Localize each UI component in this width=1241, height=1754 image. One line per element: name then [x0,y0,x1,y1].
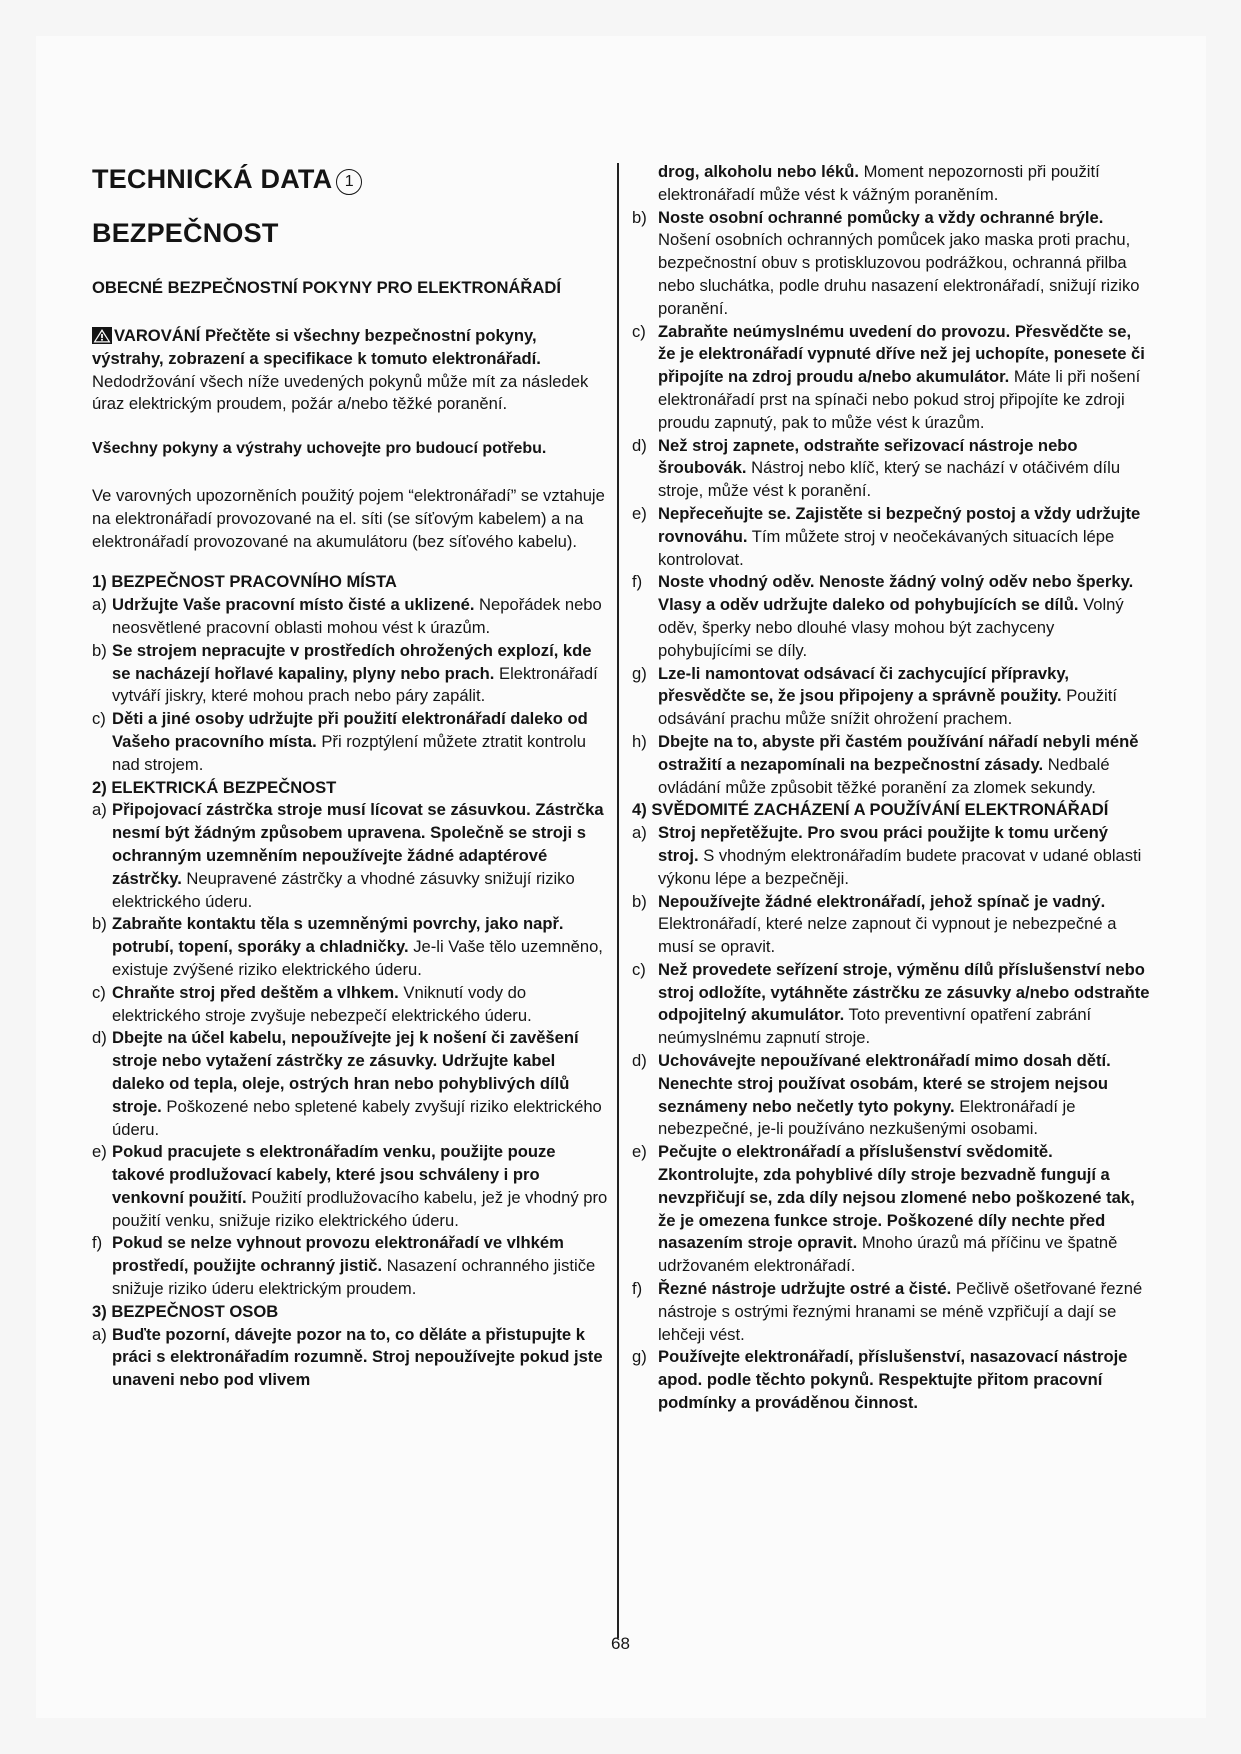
list-item: b) Nepoužívejte žádné elektronářadí, jehož spínač je vadný. Elektronářadí, které nelze zapnout či vypnout je nebezpečné a musí se opravit. [632,891,1117,957]
section-2-title: 2) ELEKTRICKÁ BEZPEČNOST [92,777,337,797]
list-item: d) Dbejte na účel kabelu, nepoužívejte jej k nošení či zavěšení stroje nebo vytažení zástrčky ze zásuvky. Udržujte kabel daleko od tepla, oleje, ostrých hran nebo pohyblivých dílů stroje. Poškozené nebo spletené kabely zvyšují riziko elektrického úderu. [92,1028,602,1139]
list-item: c) Děti a jiné osoby udržujte při použití elektronářadí daleko od Vašeho pracovního místa. Při rozptýlení můžete ztratit kontrolu nad strojem. [92,709,588,774]
list-item: b) Noste osobní ochranné pomůcky a vždy ochranné brýle. Nošení osobních ochranných pomůcek jako maska proti prachu, bezpečnostní obuv s protiskluzovou podrážkou, ochranná přilba nebo sluchátka, podle druhu nasazení elektronářadí, snižují riziko poranění. [632,207,1140,318]
list-item: e) Nepřeceňujte se. Zajistěte si bezpečný postoj a vždy udržujte rovnováhu. Tím můžete stroj v neočekávaných situacích lépe kontrolovat. [632,503,1141,569]
list-item: h) Dbejte na to, abyste při častém používání nářadí nebyli méně ostražití a nezapomínali na bezpečnostní zásady. Nedbalé ovládání může způsobit těžké poranění za zlomek sekundy. [632,731,1139,797]
list-item: b) Zabraňte kontaktu těla s uzemněnými povrchy, jako např. potrubí, topení, sporáky a chladničky. Je-li Vaše tělo uzemněno, existuje zvýšené riziko elektrického úderu. [92,914,603,979]
list-item: d) Než stroj zapnete, odstraňte seřizovací nástroje nebo šroubovák. Nástroj nebo klíč, který se nachází v otáčivém dílu stroje, může vést k poranění. [632,435,1121,501]
list-item: a) Připojovací zástrčka stroje musí lícovat se zásuvkou. Zástrčka nesmí být žádným způsobem upravena. Společně se stroji s ochranným uzemněním nepoužívejte žádné adaptérové zástrčky. Neupravené zástrčky a vhodné zásuvky snižují riziko elektrického úderu. [92,800,604,911]
technical-data-heading: TECHNICKÁ DATA 1 [92,163,612,195]
section-3-title: 3) BEZPEČNOST OSOB [92,1301,279,1321]
list-item: a) Buďte pozorní, dávejte pozor na to, co děláte a přistupujte k práci s elektronářadím rozumně. Stroj nepoužívejte pokud jste unaveni nebo pod vlivem [92,1324,603,1390]
intro-paragraph: Ve varovných upozorněních použitý pojem “elektronářadí” se vztahuje na elektronářadí provozované na el. síti (se síťovým kabelem) a na elektronářadí provozované na akumulátoru (bez síťového kabelu). [92,485,605,551]
list-item: c) Chraňte stroj před deštěm a vlhkem. Vniknutí vody do elektrického stroje zvyšuje nebezpečí elektrického úderu. [92,982,532,1025]
figure-ref-badge: 1 [336,169,362,195]
list-item: a) Udržujte Vaše pracovní místo čisté a uklizené. Nepořádek nebo neosvětlené pracovní oblasti mohou vést k úrazům. [92,595,602,637]
list-item: e) Pokud pracujete s elektronářadím venku, použijte pouze takové prodlužovací kabely, které jsou schváleny i pro venkovní použití. Použití prodlužovacího kabelu, jež je vhodný pro použití venku, snižuje riziko elektrického úderu. [92,1142,608,1230]
list-item: g) Používejte elektronářadí, příslušenství, nasazovací nástroje apod. podle těchto pokynů. Respektujte přitom pracovní podmínky a prováděnou činnost. [632,1347,1128,1413]
column-divider [617,163,619,1638]
keep-instructions-note: Všechny pokyny a výstrahy uchovejte pro budoucí potřebu. [92,440,547,458]
list-item-continuation: drog, alkoholu nebo léků. Moment nepozornosti při použití elektronářadí může vést k vážným poraněním. [658,162,1100,204]
list-item: g) Lze-li namontovat odsávací či zachycující přípravky, přesvědčte se, že jsou připojeny a správně použity. Použití odsávání prachu může snížit ohrožení prachem. [632,663,1117,729]
list-item: f) Noste vhodný oděv. Nenoste žádný volný oděv nebo šperky. Vlasy a oděv udržujte daleko od pohybujících se dílů. Volný oděv, šperky nebo dlouhé vlasy mohou být zachyceny pohybujícími se díly. [632,572,1134,660]
list-item: b) Se strojem nepracujte v prostředích ohrožených explozí, kde se nacházejí hořlavé kapaliny, plyny nebo prach. Elektronářadí vytváří jiskry, které mohou prach nebo páry zapálit. [92,640,598,706]
left-column [92,160,612,1392]
right-column [632,161,1152,1415]
list-item: a) Stroj nepřetěžujte. Pro svou práci použijte k tomu určený stroj. S vhodným elektronářadím budete pracovat v udané oblasti výkonu lépe a bezpečněji. [632,823,1142,888]
list-item: c) Zabraňte neúmyslnému uvedení do provozu. Přesvědčte se, že je elektronářadí vypnuté dříve než jej uchopíte, ponesete či připojíte na zdroj proudu a/nebo akumulátor. Máte li při nošení elektronářadí prst na spínači nebo pokud stroj připojíte ke zdroji proudu zapnutý, pak to může vést k úrazům. [632,321,1145,432]
page-number: 68 [611,1634,630,1653]
section-1-title: 1) BEZPEČNOST PRACOVNÍHO MÍSTA [92,572,397,592]
list-item: d) Uchovávejte nepoužívané elektronářadí mimo dosah dětí. Nenechte stroj používat osobám, které se strojem nejsou seznámeny nebo nečetly tyto pokyny. Elektronářadí je nebezpečné, je-li používáno nezkušenými osobami. [632,1051,1111,1139]
list-item: c) Než provedete seřízení stroje, výměnu dílů příslušenství nebo stroj odložíte, vytáhněte zástrčku ze zásuvky a/nebo odstraňte odpojitelný akumulátor. Toto preventivní opatření zabrání neúmyslnému zapnutí stroje. [632,959,1150,1048]
list-item: f) Řezné nástroje udržujte ostré a čisté. Pečlivě ošetřované řezné nástroje s ostrými řeznými hranami se méně vzpřičují a dají se lehčeji vést. [632,1279,1143,1344]
warning-paragraph: VAROVÁNÍ Přečtěte si všechny bezpečnostní pokyny, výstrahy, zobrazení a specifikace k tomuto elektronářadí. Nedodržování všech níže uvedených pokynů může mít za následek úraz elektrickým proudem, požár a/nebo těžké poranění. [92,326,589,414]
list-item: f) Pokud se nelze vyhnout provozu elektronářadí ve vlhkém prostředí, použijte ochranný jistič. Nasazení ochranného jističe snižuje riziko úderu elektrickým proudem. [92,1233,596,1299]
general-safety-heading: OBECNÉ BEZPEČNOSTNÍ POKYNY PRO ELEKTRONÁŘADÍ [92,278,561,297]
list-item: e) Pečujte o elektronářadí a příslušenství svědomitě. Zkontrolujte, zda pohyblivé díly stroje bezvadně fungují a nevzpřičují se, zda díly nejsou zlomené nebo poškozené tak, že je omezena funkce stroje. Poškozené díly nechte před nasazením stroje opravit. Mnoho úrazů má příčinu ve špatně udržovaném elektronářadí. [632,1142,1135,1276]
section-4-title: 4) SVĚDOMITÉ ZACHÁZENÍ A POUŽÍVÁNÍ ELEKTRONÁŘADÍ [632,800,1109,820]
warning-icon [92,327,112,344]
safety-heading: BEZPEČNOST [92,218,279,248]
